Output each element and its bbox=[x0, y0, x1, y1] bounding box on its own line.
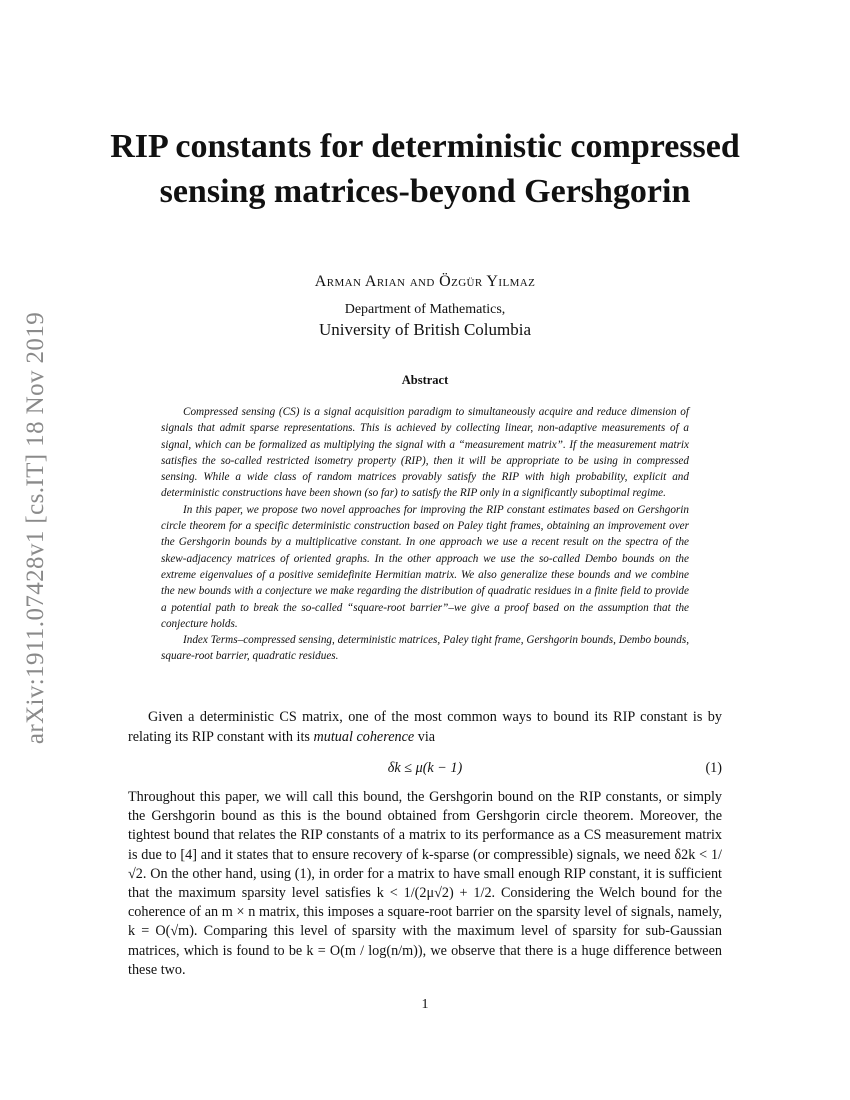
paper-title: RIP constants for deterministic compressed sensing matrices-beyond Gershgorin bbox=[110, 128, 740, 210]
body-paragraph-text: Throughout this paper, we will call this bound, the Gershgorin bound on the RIP constants, or simply the Gershgorin bound as this is the bound obtained from Gershgorin circle theorem. Moreover, the tightest bound that relates the RIP constants of a matrix to its performance as a CS measurement matrix is due to [4] and it states that to ensure recovery of k-sparse (or compressible) signals, we need δ2k < 1/√2. On the other hand, using (1), in order for a matrix to have small enough RIP constant, it is sufficient that the maximum sparsity level satisfies k < 1/(2μ√2) + 1/2. Considering the Welch bound for the coherence of an m × n matrix, this imposes a square-root barrier on the sparsity level of signals, namely, k = O(√m). Comparing this level of sparsity with the maximum level of sparsity for sub-Gaussian matrices, which is found to be k = O(m / log(n/m)), we observe that there is a huge difference between these two. bbox=[128, 789, 722, 978]
equation-1 bbox=[128, 760, 722, 780]
intro-paragraph bbox=[128, 708, 722, 747]
affiliation-university: University of British Columbia bbox=[318, 320, 532, 339]
abstract-body bbox=[161, 404, 689, 665]
arxiv-side-stamp bbox=[10, 300, 62, 755]
equation-expression: δk ≤ μ(k − 1) bbox=[387, 760, 463, 776]
affiliation-department: Department of Mathematics, bbox=[344, 302, 506, 317]
equation-number: (1) bbox=[705, 760, 722, 776]
body-paragraph bbox=[128, 788, 722, 980]
index-terms: Index Terms–compressed sensing, deterministic matrices, Paley tight frame, Gershgorin bounds, Dembo bounds, square-root barrier, quadratic residues. bbox=[161, 634, 689, 663]
abstract-heading: Abstract bbox=[401, 373, 449, 387]
abstract-paragraph: In this paper, we propose two novel approaches for improving the RIP constant estimates based on Gershgorin circle theorem for a specific deterministic construction based on Paley tight frames, obtaining an improvement over the Gershgorin bounds by a multiplicative constant. In one approach we use a recent result on the spectra of the skew-adjacency matrices of oriented graphs. In the other approach we use the so-called Dembo bounds on the extreme eigenvalues of a positive semidefinite Hermitian matrix. We also generalize these bounds and we combine the new bounds with a conjecture we make regarding the distribution of quadratic residues in a finite field to provide a potential path to break the so-called “square-root barrier”–we give a proof based on the assumption that the conjecture holds. bbox=[161, 503, 689, 630]
intro-emphasis: mutual coherence bbox=[313, 728, 415, 745]
abstract-paragraph: Compressed sensing (CS) is a signal acquisition paradigm to simultaneously acquire and reduce dimension of signals that admit sparse representations. This is achieved by collecting linear, non-adaptive measurements of a signal, which can be formalized as multiplying the signal with a “measurement matrix”. If the measurement matrix satisfies the so-called restricted isometry property (RIP), then it will be appropriate to be using in compressed sensing. While a wide class of random matrices provably satisfy the RIP with high probability, explicit and deterministic constructions have been shown (so far) to satisfy the RIP only in a significantly suboptimal regime. bbox=[161, 406, 689, 500]
intro-text-end: via bbox=[414, 728, 436, 745]
arxiv-identifier: arXiv:1911.07428v1 [cs.IT] 18 Nov 2019 bbox=[22, 311, 49, 745]
page-number: 1 bbox=[421, 997, 429, 1012]
intro-text: Given a deterministic CS matrix, one of the most common ways to bound its RIP constant is by relating its RIP constant with its bbox=[128, 709, 722, 745]
paper-authors: Arman Arian and Özgür Yilmaz bbox=[314, 273, 536, 290]
